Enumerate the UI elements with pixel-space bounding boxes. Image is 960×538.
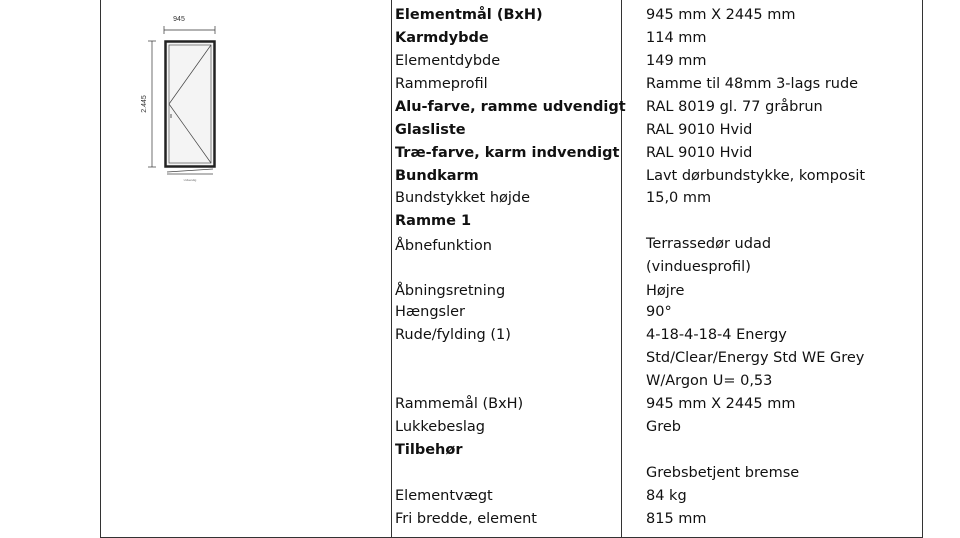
spec-value-line: RAL 9010 Hvid [646, 145, 753, 161]
spec-label: Ramme 1 [395, 213, 472, 229]
spec-value [646, 98, 823, 121]
spec-value [646, 6, 795, 29]
spec-value [646, 510, 707, 533]
spec-value [646, 326, 864, 395]
spec-label: Hængsler [395, 304, 466, 320]
spec-value-line: 114 mm [646, 30, 707, 46]
spec-label: Tilbehør [395, 442, 463, 458]
width-dimension-label: 945 [173, 16, 185, 23]
spec-label: Åbningsretning [395, 283, 506, 299]
spec-value [646, 235, 771, 281]
spec-label: Bundkarm [395, 168, 479, 184]
column-divider-left [391, 0, 392, 537]
spec-value [646, 121, 752, 144]
door-drawing [135, 8, 225, 188]
spec-label: Elementmål (BxH) [395, 7, 543, 23]
door-frame [166, 42, 215, 167]
column-divider-right [621, 0, 622, 537]
spec-label: Træ-farve, karm indvendigt [395, 145, 620, 161]
spec-label: Åbnefunktion [395, 238, 492, 254]
spec-value-line: 149 mm [646, 53, 707, 69]
spec-value [646, 189, 711, 212]
spec-label: Elementdybde [395, 53, 501, 69]
spec-value-line: RAL 8019 gl. 77 gråbrun [646, 99, 823, 115]
spec-value [646, 418, 681, 441]
spec-value [646, 395, 795, 418]
spec-value-line: 90° [646, 304, 672, 320]
spec-value-line: 84 kg [646, 488, 687, 504]
height-dimension-label: 2.445 [141, 95, 148, 113]
spec-label: Elementvægt [395, 488, 493, 504]
spec-label: Bundstykket højde [395, 190, 531, 206]
spec-value [646, 464, 799, 487]
spec-label: Glasliste [395, 122, 466, 138]
spec-value [646, 75, 858, 98]
spec-value [646, 487, 687, 510]
spec-value-line: Std/Clear/Energy Std WE Grey [646, 350, 865, 366]
spec-value-line: Grebsbetjent bremse [646, 465, 800, 481]
spec-value-line: 4-18-4-18-4 Energy [646, 327, 787, 343]
spec-value [646, 167, 865, 190]
spec-value-line: RAL 9010 Hvid [646, 122, 753, 138]
spec-value-line: 945 mm X 2445 mm [646, 396, 796, 412]
spec-value-line: Greb [646, 419, 682, 435]
spec-value [646, 303, 672, 326]
spec-value-line: Højre [646, 283, 685, 299]
spec-label: Alu-farve, ramme udvendigt [395, 99, 626, 115]
spec-value-line: 945 mm X 2445 mm [646, 7, 796, 23]
spec-value [646, 144, 752, 167]
spec-label: Karmdybde [395, 30, 489, 46]
spec-label: Lukkebeslag [395, 419, 486, 435]
spec-value-line: Ramme til 48mm 3-lags rude [646, 76, 859, 92]
spec-value [646, 29, 707, 52]
spec-label: Rude/fylding (1) [395, 327, 511, 343]
spec-value-line: 815 mm [646, 511, 707, 527]
spec-label: Rammeprofil [395, 76, 488, 92]
spec-value-line: Lavt dørbundstykke, komposit [646, 168, 866, 184]
spec-value-line: W/Argon U= 0,53 [646, 373, 773, 389]
drawing-footer-label: Udvendig [183, 178, 197, 182]
spec-value [646, 282, 684, 305]
spec-value-line: Terrassedør udad [646, 236, 772, 252]
spec-value-line: (vinduesprofil) [646, 259, 751, 275]
spec-value [646, 52, 707, 75]
spec-label: Fri bredde, element [395, 511, 537, 527]
spec-value-line: 15,0 mm [646, 190, 712, 206]
spec-label: Rammemål (BxH) [395, 396, 524, 412]
